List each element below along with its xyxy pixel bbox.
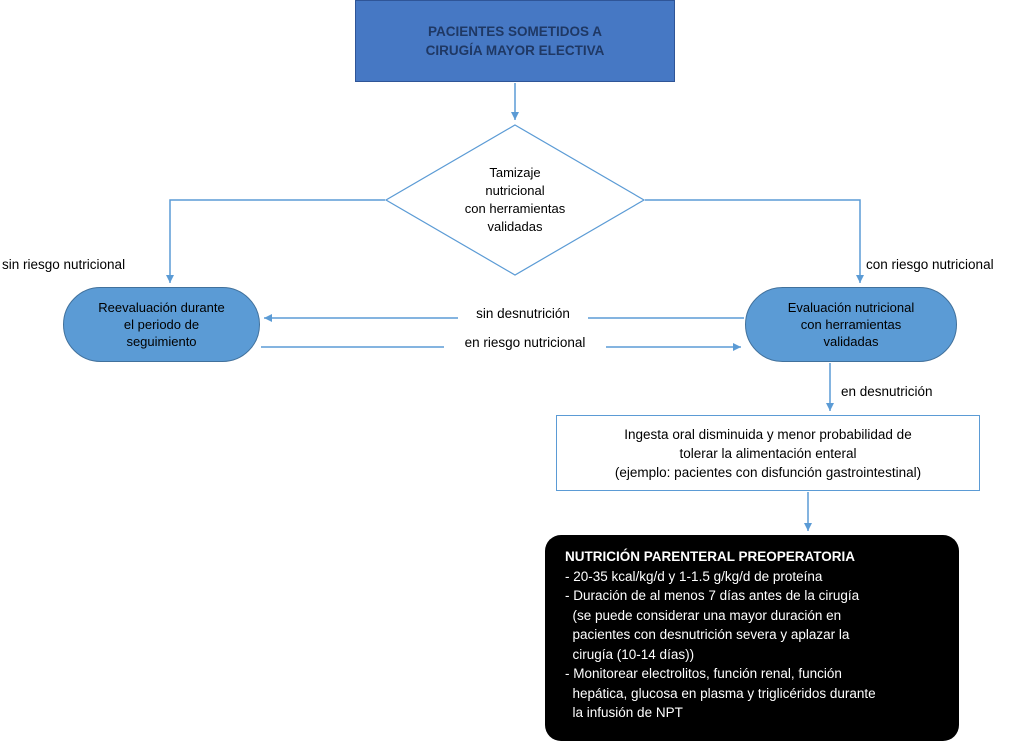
edge-label-at-nutritional-risk: en riesgo nutricional <box>444 335 606 351</box>
node-text-line: Evaluación nutricional <box>787 300 915 315</box>
npt-line: la infusión de NPT <box>565 705 683 720</box>
npt-line: - Monitorear electrolitos, función renal, función <box>565 666 842 681</box>
edge-label-with-nutritional-risk: con riesgo nutricional <box>866 257 994 272</box>
diamond-text <box>385 124 645 276</box>
node-text-line: validadas <box>823 334 879 349</box>
npt-title: NUTRICIÓN PARENTERAL PREOPERATORIA <box>565 549 856 564</box>
node-reduced-oral-intake <box>556 415 980 491</box>
node-reevaluation-followup <box>63 287 260 362</box>
npt-line: pacientes con desnutrición severa y aplazar la <box>565 627 850 642</box>
node-text-line: validadas <box>487 219 543 234</box>
node-text-line: Ingesta oral disminuida y menor probabilidad de <box>624 426 912 442</box>
node-text-line: con herramientas <box>800 317 902 332</box>
node-text-line: PACIENTES SOMETIDOS A <box>427 24 603 39</box>
node-text-line: Reevaluación durante <box>98 300 225 315</box>
edge-label-no-nutritional-risk: sin riesgo nutricional <box>2 257 126 272</box>
npt-line: - Duración de al menos 7 días antes de la cirugía <box>565 588 860 603</box>
edge-label-no-malnutrition: sin desnutrición <box>458 306 588 322</box>
npt-line: - 20-35 kcal/kg/d y 1-1.5 g/kg/d de proteína <box>565 568 823 584</box>
edge-screening-to-assessment <box>645 200 860 283</box>
edge-screening-to-reevaluation <box>170 200 385 283</box>
node-text-line: tolerar la alimentación enteral <box>679 445 857 461</box>
node-preoperative-parenteral-nutrition <box>545 535 959 741</box>
node-text-line: nutricional <box>485 183 545 198</box>
node-text-line: CIRUGÍA MAYOR ELECTIVA <box>425 43 605 58</box>
edge-label-malnutrition: en desnutrición <box>841 384 933 399</box>
npt-line: cirugía (10-14 días)) <box>565 646 695 662</box>
node-text-line: el periodo de <box>123 317 200 332</box>
node-patients-elective-surgery <box>355 0 675 82</box>
node-nutritional-assessment <box>745 287 957 362</box>
npt-line: hepática, glucosa en plasma y triglicéridos durante <box>565 685 876 701</box>
node-nutritional-screening-decision <box>385 124 645 276</box>
node-text-line: con herramientas <box>464 201 566 216</box>
node-text-line: Tamizaje <box>489 165 541 180</box>
node-text-line: (ejemplo: pacientes con disfunción gastrointestinal) <box>614 464 922 480</box>
npt-line: (se puede considerar una mayor duración en <box>565 607 842 623</box>
node-text-line: seguimiento <box>126 334 197 349</box>
